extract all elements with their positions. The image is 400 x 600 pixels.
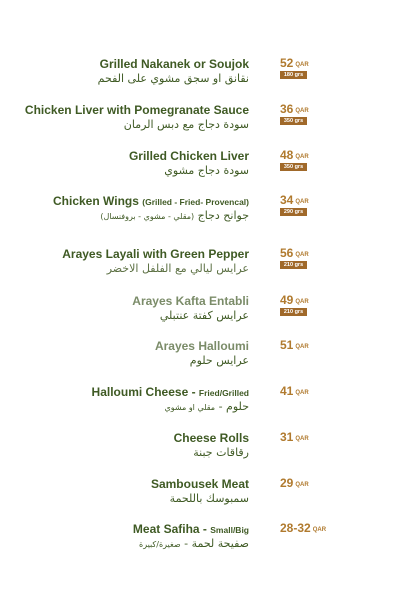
item-arabic-name: نقانق او سجق مشوي على الفحم xyxy=(97,72,249,85)
item-name: Arayes Layali with Green Pepper xyxy=(62,247,249,261)
weight-badge: 350 grs xyxy=(280,117,307,125)
item-name: Chicken Wings (Grilled - Fried- Provencal) xyxy=(53,194,249,208)
item-arabic-name: عرايس ليالي مع الفلفل الاخضر xyxy=(106,262,249,275)
weight-badge: 290 grs xyxy=(280,208,307,216)
weight-badge: 210 grs xyxy=(280,261,307,269)
item-price: 28-32 QAR xyxy=(280,521,327,535)
weight-badge: 180 grs xyxy=(280,71,307,79)
item-price: 56 QAR xyxy=(280,246,309,260)
currency-label: QAR xyxy=(295,62,309,68)
currency-label: QAR xyxy=(295,436,309,442)
item-arabic-note: صغيرة/كبيرة xyxy=(139,540,181,549)
item-name: Arayes Halloumi xyxy=(154,339,249,353)
item-arabic-name: عرايس حلوم xyxy=(189,354,249,367)
item-arabic-name: جوانح دجاج (مقلي - مشوي - بروفنسال) xyxy=(100,209,249,222)
item-price: 41 QAR xyxy=(280,384,309,398)
currency-label: QAR xyxy=(295,252,309,258)
item-name-note: Small/Big xyxy=(210,525,249,535)
item-arabic-name: حلوم - مقلي او مشوي xyxy=(164,400,249,413)
currency-label: QAR xyxy=(295,344,309,350)
item-arabic-note: (مقلي - مشوي - بروفنسال) xyxy=(100,212,195,221)
item-price: 49 QAR xyxy=(280,293,309,307)
currency-label: QAR xyxy=(295,154,309,160)
item-price: 48 QAR xyxy=(280,148,309,162)
item-name: Halloumi Cheese - Fried/Grilled xyxy=(91,385,249,399)
weight-badge: 350 grs xyxy=(280,163,307,171)
item-name: Grilled Chicken Liver xyxy=(128,149,249,163)
item-price: 31 QAR xyxy=(280,430,309,444)
item-price: 29 QAR xyxy=(280,476,309,490)
item-arabic-name: سودة دجاج مشوي xyxy=(164,164,249,177)
item-arabic-name: سودة دجاج مع دبس الرمان xyxy=(123,118,249,131)
item-name: Chicken Liver with Pomegranate Sauce xyxy=(24,103,249,117)
item-arabic-note: مقلي او مشوي xyxy=(164,403,216,412)
currency-label: QAR xyxy=(295,199,309,205)
item-name: Arayes Kafta Entabli xyxy=(132,294,249,308)
currency-label: QAR xyxy=(295,482,309,488)
item-name: Grilled Nakanek or Soujok xyxy=(99,57,249,71)
item-name-note: (Grilled - Fried- Provencal) xyxy=(142,197,249,207)
item-name-note: Fried/Grilled xyxy=(198,388,249,398)
weight-badge: 210 grs xyxy=(280,308,307,316)
item-arabic-name: عرايس كفتة عنتبلي xyxy=(159,309,249,322)
item-name: Cheese Rolls xyxy=(173,431,249,445)
item-price: 51 QAR xyxy=(280,338,309,352)
currency-label: QAR xyxy=(295,108,309,114)
item-price: 52 QAR xyxy=(280,56,309,70)
currency-label: QAR xyxy=(295,299,309,305)
item-name: Sambousek Meat xyxy=(150,477,249,491)
item-name: Meat Safiha - Small/Big xyxy=(132,522,249,536)
item-arabic-name: سمبوسك باللحمة xyxy=(169,492,249,505)
item-price: 36 QAR xyxy=(280,102,309,116)
item-arabic-name: رقاقات جبنة xyxy=(193,446,249,459)
item-arabic-name: صفيحة لحمة - صغيرة/كبيرة xyxy=(139,537,249,550)
currency-label: QAR xyxy=(295,390,309,396)
item-price: 34 QAR xyxy=(280,193,309,207)
currency-label: QAR xyxy=(312,527,327,533)
